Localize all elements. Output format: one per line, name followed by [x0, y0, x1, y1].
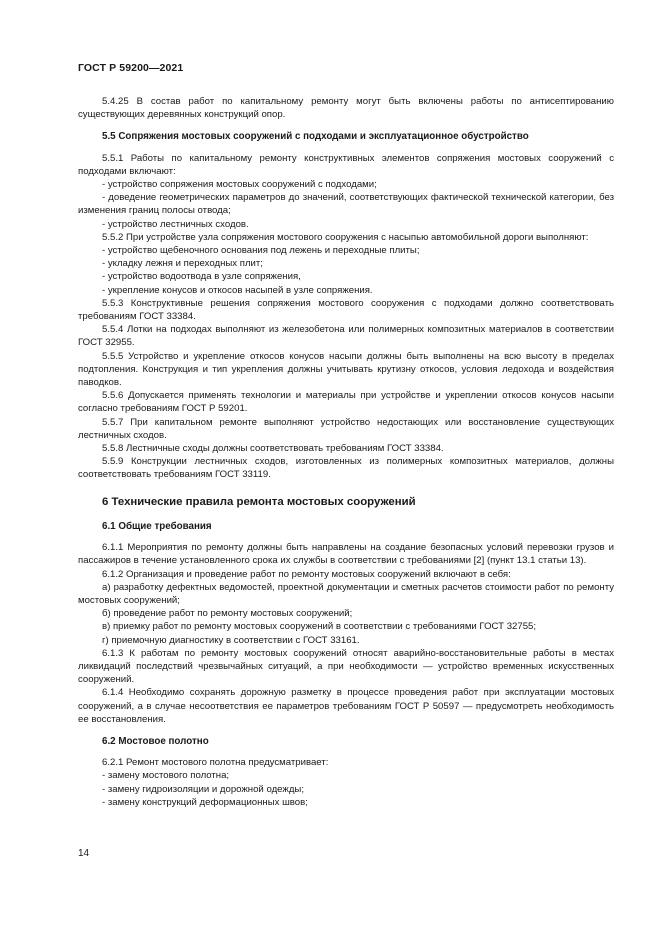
chapter-heading-6: 6 Технические правила ремонта мостовых сооружений — [102, 495, 416, 508]
list-item: в) приемку работ по ремонту мостовых сооружений в соответствии с требованиями ГОСТ 32755; — [102, 621, 537, 633]
paragraph-6-1-3: 6.1.3 К работам по ремонту мостовых сооружений относят аварийно-восстановительные работы в местах ликвидаций последствий чрезвычайных ситуаций, а при необходимости — устройство временных искусственных сооружений. — [78, 647, 614, 686]
list-item: - доведение геометрических параметров до значений, соответствующих фактической технической категории, без изменения границ полосы отвода; — [78, 192, 614, 217]
list-item: - устройство водоотвода в узле сопряжения, — [102, 271, 301, 283]
paragraph-5-5-5: 5.5.5 Устройство и укрепление откосов конусов насыпи должны быть выполнены на всю высоту в пределах подтопления. Конструкция и тип укрепления должны учитывать крутизну откосов, условия ледохода и воздействия паводков. — [78, 350, 614, 389]
list-item: - замену мостового полотна; — [102, 770, 230, 782]
section-heading-6-1: 6.1 Общие требования — [102, 520, 212, 532]
paragraph-6-1-1: 6.1.1 Мероприятия по ремонту должны быть направлены на создание безопасных условий перевозки грузов и пассажиров в течение установленного срока их службы в соответствии с требованиями [2] (пункт 13.1 статьи 13). — [78, 542, 614, 567]
paragraph-5-5-3: 5.5.3 Конструктивные решения сопряжения мостового сооружения с подходами должно соответствовать требованиям ГОСТ 33384. — [78, 297, 614, 323]
paragraph-5-5-2: 5.5.2 При устройстве узла сопряжения мостового сооружения с насыпью автомобильной дороги выполняют: — [102, 231, 589, 243]
list-item: - укрепление конусов и откосов насыпей в узле сопряжения. — [102, 284, 373, 296]
section-heading-6-2: 6.2 Мостовое полотно — [102, 735, 209, 747]
paragraph-6-1-2: 6.1.2 Организация и проведение работ по ремонту мостовых сооружений включают в себя: — [102, 568, 511, 580]
page-header-doc-code: ГОСТ Р 59200—2021 — [78, 62, 184, 74]
paragraph-5-5-1: 5.5.1 Работы по капитальному ремонту конструктивных элементов сопряжения мостовых сооружений с подходами включают: — [78, 152, 614, 177]
paragraph-6-2-1: 6.2.1 Ремонт мостового полотна предусматривает: — [102, 757, 329, 769]
paragraph-5-5-4: 5.5.4 Лотки на подходах выполняют из железобетона или полимерных композитных материалов в соответствии ГОСТ 32955. — [78, 324, 614, 349]
list-item: г) приемочную диагностику в соответствии с ГОСТ 33161. — [102, 634, 360, 646]
section-heading-5-5: 5.5 Сопряжения мостовых сооружений с подходами и эксплуатационное обустройство — [102, 131, 529, 143]
paragraph-5-4-25: 5.4.25 В состав работ по капитальному ремонту могут быть включены работы по антисептированию существующих деревянных конструкций опор. — [78, 96, 614, 121]
list-item: б) проведение работ по ремонту мостовых сооружений; — [102, 608, 353, 620]
list-item: а) разработку дефектных ведомостей, проектной документации и сметных расчетов стоимости работ по ремонту мостовых сооружений; — [78, 581, 614, 606]
list-item: - замену гидроизоляции и дорожной одежды; — [102, 783, 304, 795]
list-item: - устройство лестничных сходов. — [102, 218, 249, 230]
list-item: - устройство сопряжения мостовых сооружений с подходами; — [102, 179, 377, 191]
paragraph-5-5-8: 5.5.8 Лестничные сходы должны соответствовать требованиям ГОСТ 33384. — [102, 443, 444, 455]
list-item: - укладку лежня и переходных плит; — [102, 258, 263, 270]
paragraph-5-5-6: 5.5.6 Допускается применять технологии и материалы при устройстве и укреплении откосов конусов насыпи согласно требованиям ГОСТ Р 59201. — [78, 390, 614, 415]
list-item: - замену конструкций деформационных швов; — [102, 796, 308, 808]
paragraph-6-1-4: 6.1.4 Необходимо сохранять дорожную разметку в процессе проведения работ при эксплуатации мостовых сооружений, а в случае несоответствия ее параметров требованиям ГОСТ Р 50597 — предусмотреть необходимость ее восстановления. — [78, 687, 614, 725]
document-body — [78, 95, 614, 809]
page-number: 14 — [78, 848, 90, 859]
paragraph-5-5-9: 5.5.9 Конструкции лестничных сходов, изготовленных из полимерных композитных материалов, должны соответствовать требованиям ГОСТ 33119. — [78, 456, 614, 481]
list-item: - устройство щебеночного основания под лежень и переходные плиты; — [102, 245, 420, 257]
paragraph-5-5-7: 5.5.7 При капитальном ремонте выполняют устройство недостающих или восстановление существующих лестничных сходов. — [78, 416, 614, 441]
